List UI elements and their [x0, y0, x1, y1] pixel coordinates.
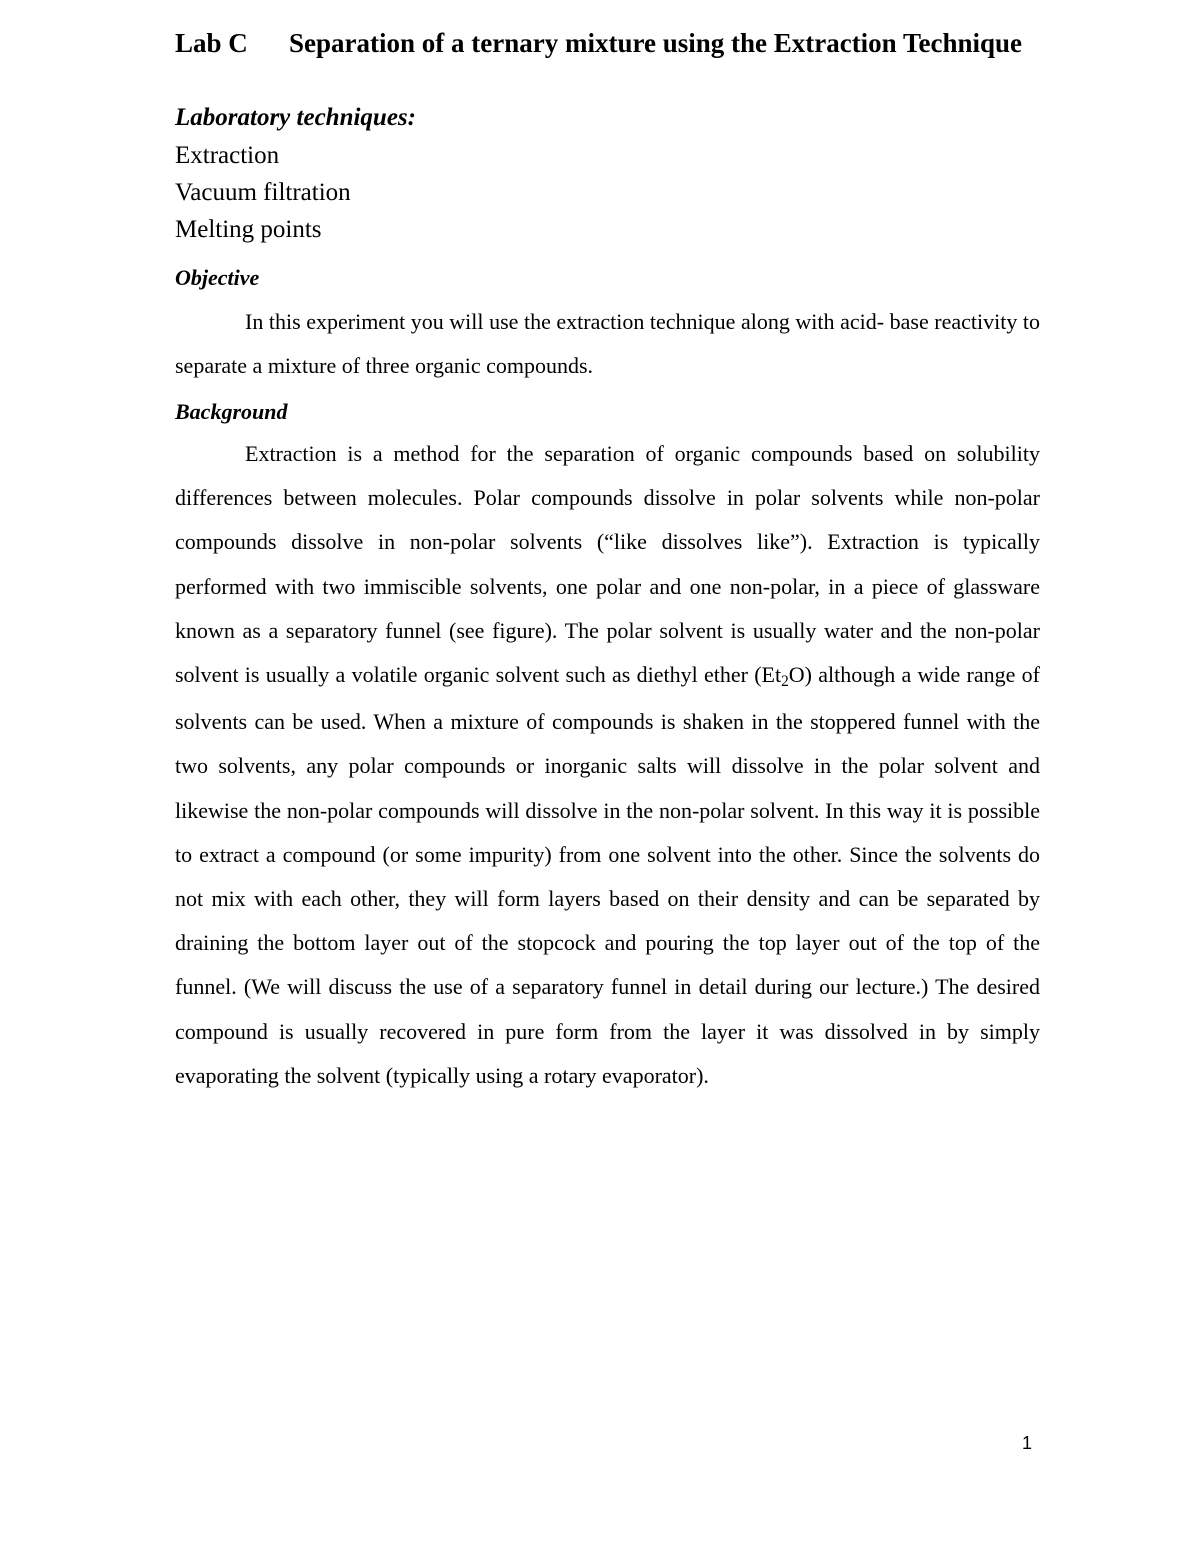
objective-heading: Objective — [175, 265, 260, 290]
technique-item: Extraction — [175, 142, 280, 169]
background-text-part-1: Extraction is a method for the separation of organic compounds based on solubility differences between molecules. Polar compounds dissolve in polar solvents while non-polar compounds dissolve in non-polar solvents (“like dissolves like”). Extraction is typically performed with two immiscible solvents, one polar and one non-polar, in a piece of glassware known as a separatory funnel (see figure). The polar solvent is usually water and the non-polar solvent is usually a volatile organic solvent such as diethyl ether (Et — [175, 441, 1040, 688]
background-text-part-2: O) although a wide range of solvents can be used. When a mixture of compounds is shaken in the stoppered funnel with the two solvents, any polar compounds or inorganic salts will dissolve in the polar solvent and likewise the non-polar compounds will dissolve in the non-polar solvent. In this way it is possible to extract a compound (or some impurity) from one solvent into the other. Since the solvents do not mix with each other, they will form layers based on their density and can be separated by draining the bottom layer out of the stopcock and pouring the top layer out of the top of the funnel. (We will discuss the use of a separatory funnel in detail during our lecture.) The desired compound is usually recovered in pure form from the layer it was dissolved in by simply evaporating the solvent (typically using a rotary evaporator). — [175, 662, 1040, 1088]
technique-item: Vacuum filtration — [175, 179, 351, 206]
technique-item: Melting points — [175, 216, 322, 243]
title-text: Separation of a ternary mixture using the Extraction Technique — [289, 28, 1023, 58]
background-paragraph — [175, 432, 1040, 1098]
objective-paragraph: In this experiment you will use the extraction technique along with acid- base reactivity to separate a mixture of three organic compounds. — [175, 309, 1040, 379]
subscript-two: 2 — [781, 672, 789, 690]
title-lab-label: Lab C — [175, 28, 248, 58]
techniques-heading: Laboratory techniques: — [175, 104, 416, 131]
page-number: 1 — [1022, 1433, 1033, 1453]
background-heading: Background — [175, 399, 288, 424]
document-title — [175, 26, 1040, 60]
technique-list — [175, 137, 351, 248]
